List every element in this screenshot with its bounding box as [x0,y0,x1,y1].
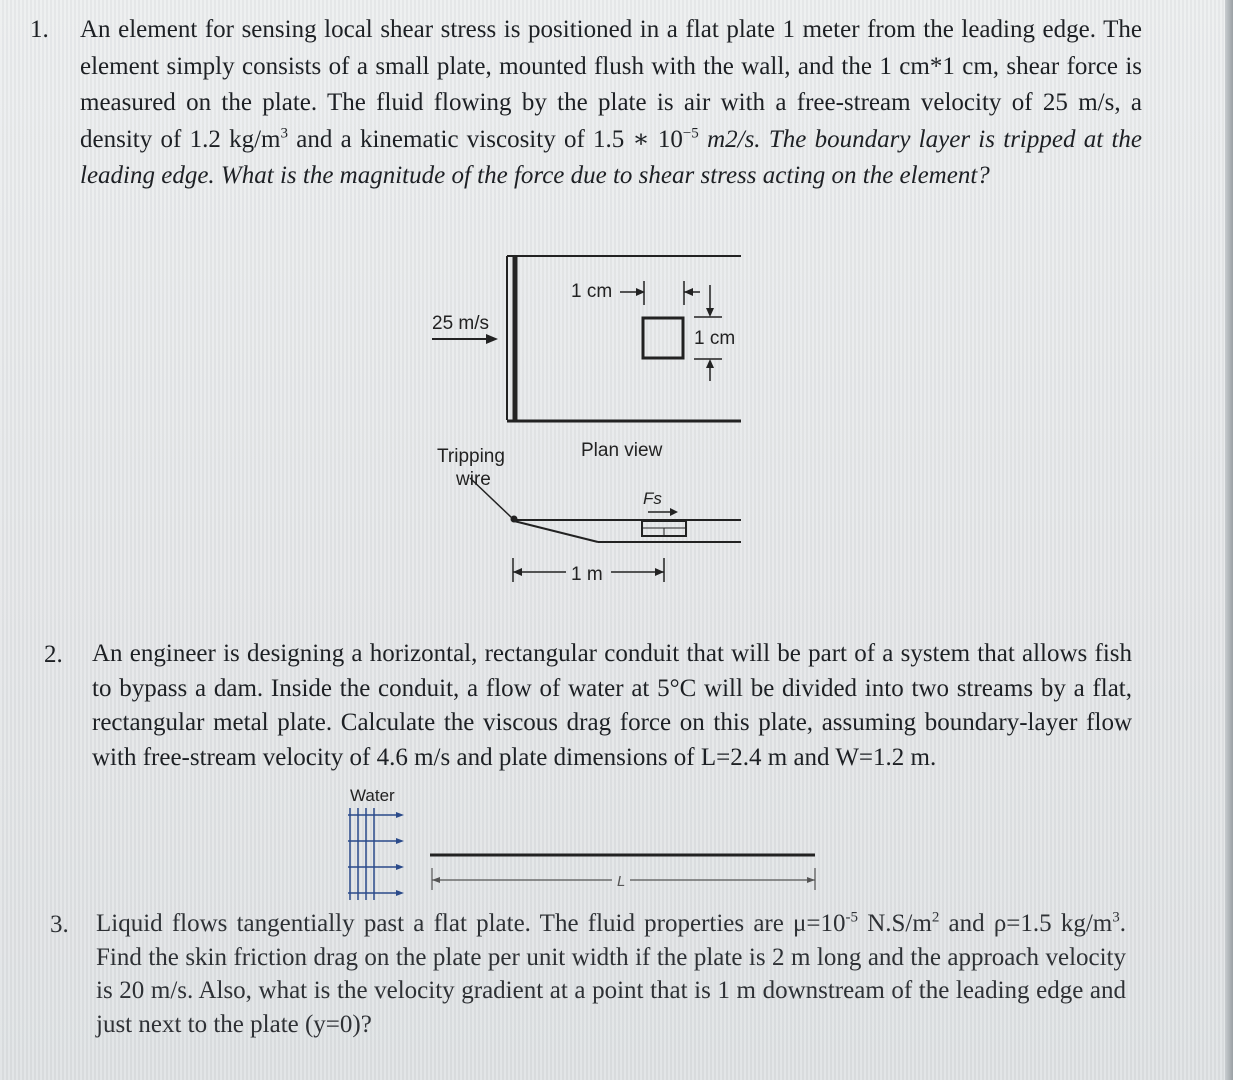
length-label: L [617,873,626,890]
distance-label: 1 m [571,564,603,585]
height-label: 1 cm [694,328,736,349]
force-label: Fs [643,489,662,508]
question-3-text: Liquid flows tangentially past a flat plate. The fluid properties are $\mu=10^{-5}$ $N.S/m^2$ and ρ=1.5 $kg/m^3$. Find the skin friction drag on the plate per unit width if the plate is 2 m long and the approach velocity is 20 m/s. Also, what is the velocity gradient at a point that is 1 m downstream of the leading edge and just next to the plate (y=0)? [96,909,1126,1038]
question-3-number: 3. [50,911,69,938]
width-label: 1 cm [571,281,613,302]
tripping-label-line2: wire [456,469,491,490]
question-2-number: 2. [44,641,63,668]
plan-view-label: Plan view [581,440,663,461]
question-1-text: An element for sensing local shear stress is positioned in a flat plate 1 meter from the leading edge. The element simply consists of a small plate, mounted flush with the wall, and the 1 cm*1 cm, shear force is measured on the plate. The fluid flowing by the plate is air with a free-stream velocity of 25 m/s, a density of 1.2 $kg/m^3$ and a kinematic viscosity of 1.5 ∗ $10^{-5}$ m2/s. The boundary layer is tripped at the leading edge. What is the magnitude of the force due to shear stress acting on the element? [80,16,1142,189]
water-label: Water [350,786,395,805]
question-2-text: An engineer is designing a horizontal, rectangular conduit that will be part of a system that allows fish to bypass a dam. Inside the conduit, a flow of water at 5°C will be divided into two streams by a flat, rectangular metal plate. Calculate the viscous drag force on this plate, assuming boundary-layer flow with free-stream velocity of 4.6 m/s and plate dimensions of L=2.4 m and W=1.2 m. [92,640,1132,771]
tripping-label-line1: Tripping [437,446,505,467]
water-flow-arrows [348,808,404,900]
velocity-label: 25 m/s [432,313,490,334]
question-1-number: 1. [30,16,49,43]
screen-bezel [1225,0,1233,1080]
